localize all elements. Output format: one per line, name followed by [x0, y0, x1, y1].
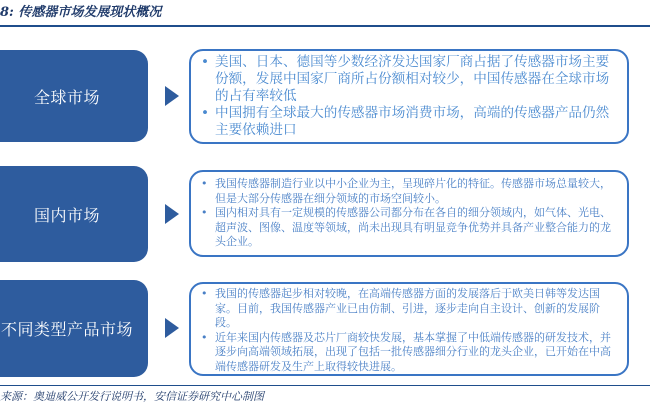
source-note: 来源：奥迪威公开发行说明书，安信证券研究中心制图: [0, 390, 264, 403]
arrow-icon: [163, 84, 181, 108]
bullet-item: • 国内相对具有一定规模的传感器公司都分布在各自的细分领域内，如气体、光电、超声波、图像、温度等领域，尚未出现具有明显竞争优势并具备产业整合能力的龙头企业。: [201, 206, 619, 250]
title-divider: [0, 25, 650, 27]
bullet-item: • 近年来国内传感器及芯片厂商较快发展，基本掌握了中低端传感器的研发技术，并逐步向高端领域拓展，出现了包括一批传感器细分行业的龙头企业，已开始在中高端传感器研发及生产上取得较快进展。: [201, 331, 619, 375]
bullet-item: • 中国拥有全球最大的传感器市场消费市场，高端的传感器产品仍然主要依赖进口: [201, 105, 619, 139]
arrow-icon: [163, 316, 181, 340]
content-global-market: [189, 49, 629, 144]
bullet-item: • 美国、日本、德国等少数经济发达国家厂商占据了传感器市场主要份额，发展中国家厂商所占份额相对较少，中国传感器在全球市场的占有率较低: [201, 54, 619, 105]
content-domestic-market: [189, 170, 629, 257]
bullet-item: • 我国传感器制造行业以中小企业为主，呈现碎片化的特征。传感器市场总量较大，但是大部分传感器在细分领域的市场空间较小。: [201, 177, 619, 206]
label-domestic-market: 国内市场: [0, 166, 148, 262]
label-global-market: 全球市场: [0, 50, 148, 142]
figure-title: 8: 传感器市场发展现状概况: [0, 5, 162, 20]
arrow-icon: [163, 202, 181, 226]
label-product-types-market: 不同类型产品市场: [0, 280, 148, 377]
source-divider: [0, 385, 650, 386]
bullet-item: • 我国的传感器起步相对较晚，在高端传感器方面的发展落后于欧美日韩等发达国家。目前，我国传感器产业已由仿制、引进，逐步走向自主设计、创新的发展阶段。: [201, 287, 619, 331]
content-product-types-market: [189, 282, 629, 376]
